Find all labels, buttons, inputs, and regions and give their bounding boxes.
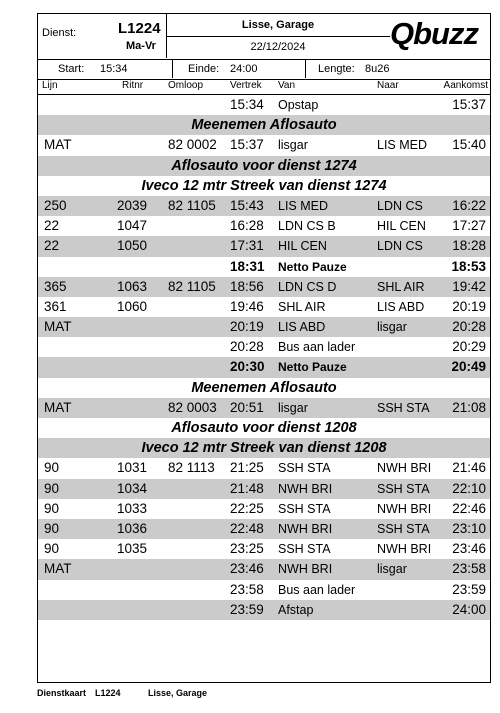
- cell-ritnr: 1050: [117, 238, 148, 254]
- cell-ritnr: 2039: [117, 197, 148, 213]
- table-row: [38, 600, 490, 620]
- cell-van: LDN CS D: [278, 279, 337, 294]
- cell-omloop: 82 0002: [168, 137, 217, 153]
- section-text: Iveco 12 mtr Streek van dienst 1274: [141, 177, 387, 194]
- cell-van: lisgar: [278, 400, 308, 415]
- cell-van: HIL CEN: [278, 239, 327, 254]
- col-naar: Naar: [377, 80, 399, 91]
- divider: [172, 59, 173, 78]
- footer-label: Dienstkaart: [37, 688, 87, 698]
- cell-van: NWH BRI: [278, 521, 333, 536]
- cell-aankomst: 21:46: [452, 460, 486, 476]
- cell-naar: LDN CS: [377, 198, 423, 213]
- cell-naar: lisgar: [377, 320, 407, 335]
- header-divider: [166, 36, 390, 37]
- cell-naar: SSH STA: [377, 400, 430, 415]
- pauze-row: [38, 357, 490, 377]
- pauze-row: [38, 257, 490, 277]
- cell-aankomst: 23:10: [452, 520, 486, 536]
- cell-naar: LIS MED: [377, 138, 428, 153]
- time-summary: [38, 59, 490, 80]
- table-row: [38, 499, 490, 519]
- cell-aankomst: 20:19: [452, 298, 486, 314]
- cell-ritnr: 1047: [117, 218, 148, 234]
- col-ritnr: Ritnr: [122, 80, 144, 91]
- cell-aankomst: 15:40: [452, 137, 486, 153]
- cell-naar: NWH BRI: [377, 542, 432, 557]
- cell-aankomst: 18:28: [452, 238, 486, 254]
- cell-aankomst: 20:28: [452, 319, 486, 335]
- cell-aankomst: 15:37: [452, 97, 486, 112]
- cell-aankomst: 17:27: [452, 218, 486, 234]
- cell-naar: SSH STA: [377, 521, 430, 536]
- einde-label: Einde:: [188, 63, 220, 75]
- cell-lijn: 90: [44, 480, 60, 496]
- einde-value: 24:00: [230, 63, 258, 75]
- header: [38, 14, 490, 60]
- cell-vertrek: 21:48: [230, 480, 264, 496]
- cell-naar: SSH STA: [377, 481, 430, 496]
- dienst-code: L1224: [118, 20, 161, 37]
- cell-van: LIS ABD: [278, 320, 326, 335]
- cell-aankomst: 22:46: [452, 500, 486, 516]
- cell-vertrek: 23:25: [230, 541, 264, 557]
- cell-van: Afstap: [278, 602, 314, 617]
- cell-vertrek: 23:58: [230, 581, 264, 597]
- cell-vertrek: 15:37: [230, 137, 264, 153]
- cell-naar: LIS ABD: [377, 299, 425, 314]
- cell-aankomst: 16:22: [452, 197, 486, 213]
- cell-lijn: 361: [44, 298, 67, 314]
- cell-aankomst: 20:29: [452, 339, 486, 355]
- cell-vertrek: 22:48: [230, 520, 264, 536]
- cell-aankomst: 18:53: [451, 258, 486, 274]
- table-row: [38, 398, 490, 418]
- trip-table: [38, 95, 490, 620]
- cell-vertrek: 20:19: [230, 319, 264, 335]
- cell-lijn: 22: [44, 238, 60, 254]
- cell-aankomst: 23:46: [452, 541, 486, 557]
- qbuzz-logo: Qbuzz: [390, 16, 478, 51]
- cell-van: Bus aan lader: [278, 340, 356, 355]
- footer-dienst: L1224: [95, 688, 121, 698]
- lengte-label: Lengte:: [318, 63, 355, 75]
- table-row: [38, 519, 490, 539]
- cell-vertrek: 23:46: [230, 561, 264, 577]
- cell-vertrek: 21:25: [230, 460, 264, 476]
- cell-vertrek: 17:31: [230, 238, 264, 254]
- table-row: [38, 337, 490, 357]
- cell-vertrek: 23:59: [230, 601, 264, 617]
- table-row: [38, 95, 490, 115]
- cell-van: Opstap: [278, 98, 319, 112]
- table-row: [38, 135, 490, 155]
- cell-naar: NWH BRI: [377, 501, 432, 516]
- cell-aankomst: 19:42: [452, 278, 486, 294]
- cell-lijn: MAT: [44, 319, 72, 335]
- cell-vertrek: 20:30: [230, 359, 265, 375]
- cell-omloop: 82 0003: [168, 399, 217, 415]
- cell-lijn: 90: [44, 500, 60, 516]
- cell-naar: NWH BRI: [377, 461, 432, 476]
- table-row: [38, 458, 490, 478]
- cell-aankomst: 20:49: [451, 359, 486, 375]
- cell-naar: LDN CS: [377, 239, 423, 254]
- cell-aankomst: 22:10: [452, 480, 486, 496]
- footer-locatie: Lisse, Garage: [148, 688, 208, 698]
- cell-vertrek: 19:46: [230, 298, 264, 314]
- cell-omloop: 82 1105: [168, 278, 216, 294]
- cell-van: NWH BRI: [278, 562, 333, 577]
- section-heading: [38, 418, 490, 438]
- cell-van: SSH STA: [278, 461, 331, 476]
- dienst-dagen: Ma-Vr: [126, 40, 156, 52]
- cell-lijn: MAT: [44, 137, 72, 153]
- cell-van: Netto Pauze: [278, 259, 347, 274]
- lengte-value: 8u26: [365, 63, 390, 75]
- cell-vertrek: 15:43: [230, 197, 264, 213]
- cell-vertrek: 18:31: [230, 258, 265, 274]
- table-row: [38, 236, 490, 256]
- cell-lijn: 90: [44, 541, 60, 557]
- section-text: Meenemen Aflosauto: [191, 117, 337, 134]
- cell-van: LDN CS B: [278, 219, 336, 234]
- table-row: [38, 277, 490, 297]
- table-row: [38, 539, 490, 559]
- cell-ritnr: 1060: [117, 298, 148, 314]
- cell-van: SSH STA: [278, 501, 331, 516]
- cell-lijn: 365: [44, 278, 67, 294]
- col-van: Van: [278, 80, 296, 91]
- cell-vertrek: 18:56: [230, 278, 264, 294]
- cell-van: LIS MED: [278, 198, 329, 213]
- cell-vertrek: 22:25: [230, 500, 264, 516]
- cell-van: Netto Pauze: [278, 360, 347, 375]
- divider: [305, 59, 306, 78]
- table-row: [38, 196, 490, 216]
- cell-aankomst: 23:59: [452, 581, 486, 597]
- cell-lijn: MAT: [44, 561, 72, 577]
- cell-ritnr: 1033: [117, 500, 148, 516]
- cell-van: SSH STA: [278, 542, 331, 557]
- cell-van: lisgar: [278, 138, 308, 153]
- section-heading: [38, 156, 490, 176]
- cell-vertrek: 16:28: [230, 218, 264, 234]
- cell-lijn: 90: [44, 520, 60, 536]
- cell-lijn: MAT: [44, 399, 72, 415]
- col-aankomst: Aankomst: [443, 80, 488, 91]
- cell-lijn: 250: [44, 197, 67, 213]
- cell-naar: lisgar: [377, 562, 407, 577]
- dienstkaart: [37, 13, 491, 683]
- start-value: 15:34: [100, 63, 128, 75]
- cell-van: SHL AIR: [278, 299, 326, 314]
- table-row: [38, 559, 490, 579]
- cell-vertrek: 20:28: [230, 339, 264, 355]
- cell-omloop: 82 1105: [168, 197, 216, 213]
- table-row: [38, 580, 490, 600]
- cell-ritnr: 1063: [117, 278, 148, 294]
- cell-lijn: 22: [44, 218, 60, 234]
- table-row: [38, 479, 490, 499]
- section-text: Aflosauto voor dienst 1208: [171, 420, 357, 436]
- dienst-label: Dienst:: [42, 27, 77, 39]
- section-text: Iveco 12 mtr Streek van dienst 1208: [141, 440, 387, 457]
- section-text: Aflosauto voor dienst 1274: [171, 157, 357, 174]
- section-heading: [38, 438, 490, 458]
- cell-ritnr: 1035: [117, 541, 148, 557]
- cell-lijn: 90: [44, 460, 60, 476]
- cell-ritnr: 1031: [117, 460, 148, 476]
- section-heading: [38, 378, 490, 398]
- cell-van: NWH BRI: [278, 481, 333, 496]
- start-label: Start:: [58, 63, 85, 75]
- col-lijn: Lijn: [42, 80, 58, 91]
- cell-van: Bus aan lader: [278, 582, 356, 597]
- col-omloop: Omloop: [168, 80, 204, 91]
- locatie: Lisse, Garage: [241, 19, 315, 31]
- column-headers: [38, 80, 490, 95]
- cell-ritnr: 1034: [117, 480, 148, 496]
- col-vertrek: Vertrek: [230, 80, 262, 91]
- table-row: [38, 317, 490, 337]
- cell-vertrek: 15:34: [230, 97, 264, 112]
- cell-omloop: 82 1113: [168, 460, 215, 476]
- section-text: Meenemen Aflosauto: [191, 379, 337, 396]
- datum: 22/12/2024: [250, 41, 306, 53]
- table-row: [38, 216, 490, 236]
- section-heading: [38, 115, 490, 135]
- cell-aankomst: 21:08: [452, 399, 486, 415]
- cell-aankomst: 23:58: [452, 561, 486, 577]
- table-row: [38, 297, 490, 317]
- cell-aankomst: 24:00: [452, 601, 486, 617]
- cell-ritnr: 1036: [117, 520, 148, 536]
- cell-naar: SHL AIR: [377, 279, 425, 294]
- section-heading: [38, 176, 490, 196]
- cell-vertrek: 20:51: [230, 399, 264, 415]
- cell-naar: HIL CEN: [377, 219, 426, 234]
